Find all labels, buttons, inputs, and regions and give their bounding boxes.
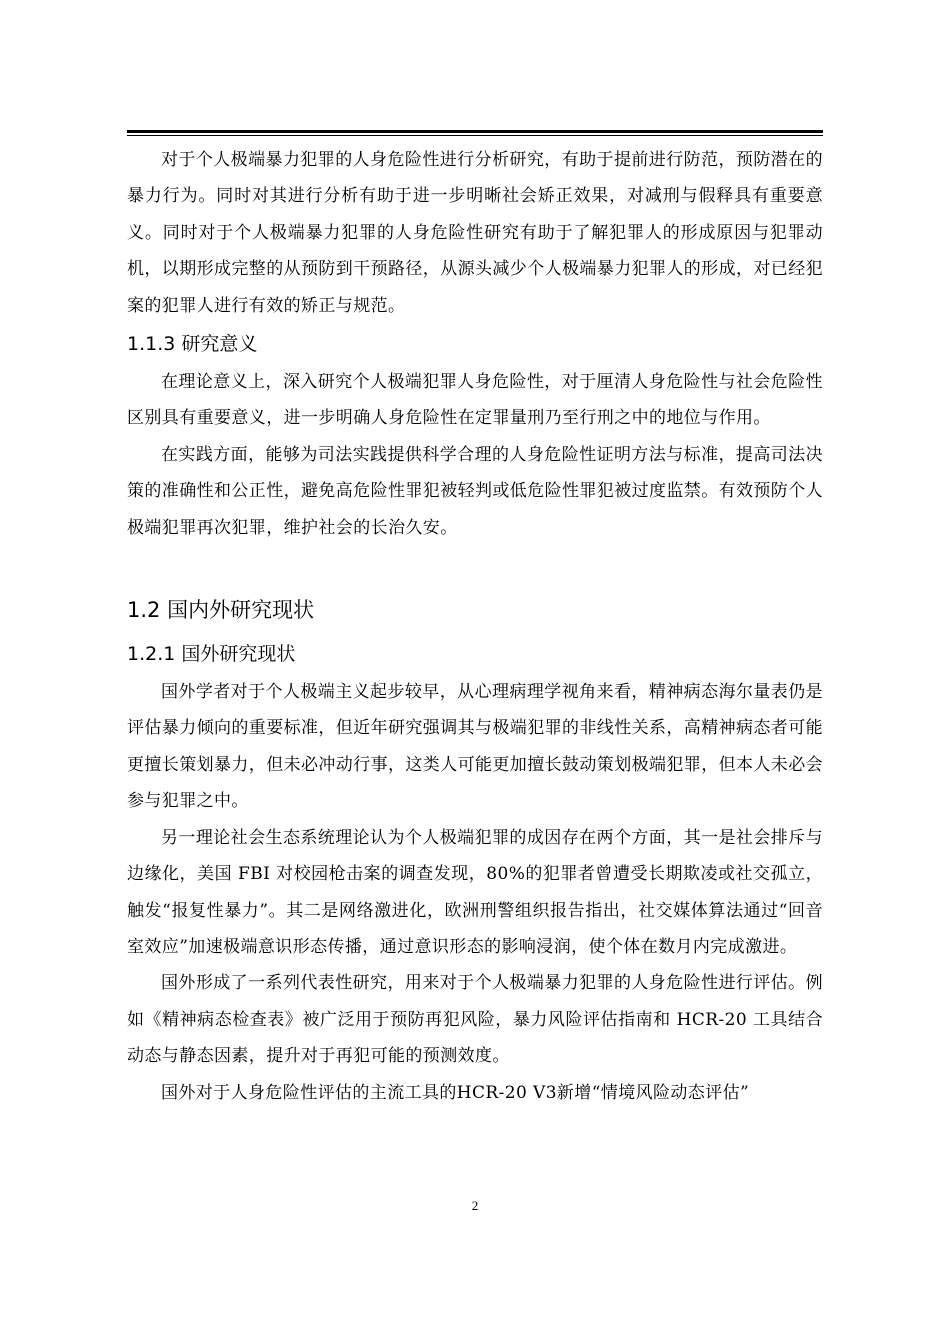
page-number: 2 [471,1198,479,1213]
intro-paragraph: 对于个人极端暴力犯罪的人身危险性进行分析研究，有助于提前进行防范，预防潜在的暴力行为。同时对其进行分析有助于进一步明晰社会矫正效果，对减刑与假释具有重要意义。同时对于个人极端暴力犯罪的人身危险性研究有助于了解犯罪人的形成原因与犯罪动机，以期形成完整的从预防到干预路径，从源头减少个人极端暴力犯罪人的形成，对已经犯案的犯罪人进行有效的矫正与规范。 [127,150,823,316]
header-rule-thick [127,130,823,133]
document-body [127,142,823,1111]
paragraph-foreign-2: 另一理论社会生态系统理论认为个人极端犯罪的成因存在两个方面，其一是社会排斥与边缘化，美国 FBI 对校园枪击案的调查发现，80%的犯罪者曾遭受长期欺凌或社交孤立，触发“报复性暴力”。其二是网络激进化，欧洲刑警组织报告指出，社交媒体算法通过“回音室效应”加速极端意识形态传播，通过意识形态的影响浸润，使个体在数月内完成激进。 [127,827,823,957]
paragraph-foreign-1: 国外学者对于个人极端主义起步较早，从心理病理学视角来看，精神病态海尔量表仍是评估暴力倾向的重要标准，但近年研究强调其与极端犯罪的非线性关系，高精神病态者可能更擅长策划暴力，但未必冲动行事，这类人可能更加擅长鼓动策划极端犯罪，但本人未必会参与犯罪之中。 [127,682,823,812]
heading-1-2-1: 1.2.1 国外研究现状 [127,643,296,666]
paragraph-foreign-4: 国外对于人身危险性评估的主流工具的HCR-20 V3新增“情境风险动态评估” [161,1082,750,1103]
header-double-rule [127,130,823,136]
paragraph-theory: 在理论意义上，深入研究个人极端犯罪人身危险性，对于厘清人身危险性与社会危险性区别具有重要意义，进一步明确人身危险性在定罪量刑乃至行刑之中的地位与作用。 [127,372,823,429]
heading-1-1-3: 1.1.3 研究意义 [127,333,258,356]
paragraph-practice: 在实践方面，能够为司法实践提供科学合理的人身危险性证明方法与标准，提高司法决策的准确性和公正性，避免高危险性罪犯被轻判或低危险性罪犯被过度监禁。有效预防个人极端犯罪再次犯罪，维护社会的长治久安。 [127,444,823,538]
paragraph-foreign-3: 国外形成了一系列代表性研究，用来对于个人极端暴力犯罪的人身危险性进行评估。例如《精神病态检查表》被广泛用于预防再犯风险，暴力风险评估指南和 HCR-20 工具结合动态与静态因素，提升对于再犯可能的预测效度。 [127,973,823,1067]
section-spacer [127,546,823,588]
header-rule-thin [127,135,823,136]
heading-1-2: 1.2 国内外研究现状 [127,598,315,623]
